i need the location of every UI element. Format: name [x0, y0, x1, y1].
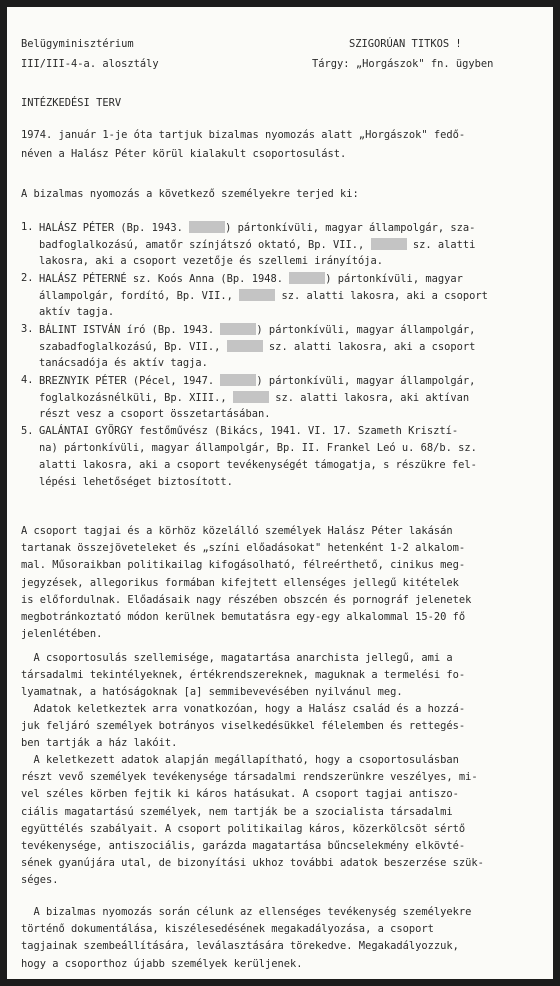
redaction-mark [227, 340, 263, 352]
person-entry-line: na) pártonkívüli, magyar állampolgár, Bp. II. Frankel Leó u. 68/b. sz. [39, 442, 477, 454]
paragraph-line: A csoport tagjai és a körhöz közelálló személyek Halász Péter lakásán [21, 525, 453, 537]
paragraph-line: tevékenysége, antiszociális, garázda magatartása bűncselekmény elkövté- [21, 840, 466, 852]
paragraph-line: Adatok keletkeztek arra vonatkozóan, hogy a Halász család és a hozzá- [21, 703, 466, 715]
classification-label: SZIGORÚAN TITKOS ! [349, 38, 462, 50]
paragraph-line: séges. [21, 874, 59, 887]
scope-statement: A bizalmas nyomozás a következő személyekre terjed ki: [21, 188, 359, 200]
document-page [7, 7, 553, 979]
redaction-mark [289, 272, 325, 284]
person-entry-line: BREZNYIK PÉTER (Pécel, 1947. ) pártonkívüli, magyar állampolgár, [39, 375, 476, 387]
department-name: III/III-4-a. alosztály [21, 58, 159, 70]
paragraph-line: jegyzések, allegorikus formában kifejtett ellenséges jellegű kitételek [21, 576, 459, 589]
person-entry-line: BÁLINT ISTVÁN író (Bp. 1943. ) pártonkívüli, magyar állampolgár, [39, 324, 476, 336]
redaction-mark [233, 391, 269, 403]
person-entry-line: HALÁSZ PÉTERNÉ sz. Koós Anna (Bp. 1948. ) pártonkívüli, magyar [39, 273, 463, 285]
paragraph-line: hogy a csoporthoz újabb személyek kerüljenek. [21, 957, 303, 970]
intro-line: néven a Halász Péter körül kialakult csoportosulást. [21, 148, 347, 160]
paragraph-line: A keletkezett adatok alapján megállapítható, hogy a csoportosulásban [21, 754, 459, 766]
document-title: INTÉZKEDÉSI TERV [21, 97, 122, 109]
person-entry-line: foglalkozásnélküli, Bp. XIII., sz. alatti lakosra, aki aktívan [39, 392, 470, 404]
paragraph-line: mal. Műsoraikban politikailag kifogásolható, félreérthető, cinikus meg- [21, 559, 466, 572]
subject-label: Tárgy: [312, 58, 350, 70]
redaction-mark [220, 323, 256, 335]
person-number: 1. [21, 221, 34, 233]
paragraph-line: részt vevő személyek tevékenysége társadalmi rendszerünkre veszélyes, mi- [21, 771, 478, 784]
person-entry-line: lépési lehetőséget biztosított. [39, 476, 233, 488]
person-entry-line: állampolgár, fordító, Bp. VII., sz. alatti lakosra, aki a csoport [39, 290, 488, 302]
paragraph-line: ciális magatartású személyek, nem tartják be a szocialista társadalmi [21, 805, 453, 818]
person-entry-line: aktív tagja. [39, 306, 115, 318]
paragraph-line: vel széles körben fejtik ki káros hatásukat. A csoport tagjai antiszo- [21, 788, 459, 801]
person-entry-line: tanácsadója és aktív tagja. [39, 357, 208, 369]
person-entry-line: részt vesz a csoport összetartásában. [39, 408, 271, 420]
redaction-mark [220, 374, 256, 386]
paragraph-line: A csoportosulás szellemisége, magatartása anarchista jellegű, ami a [21, 652, 453, 664]
paragraph-line: tartanak összejöveteleket és „színi előadásokat" hetenként 1-2 alkalom- [21, 542, 466, 555]
person-entry-line: GALÁNTAI GYÖRGY festőművész (Bikács, 1941. VI. 17. Szameth Krisztí- [39, 425, 459, 437]
paragraph-line: jelenlétében. [21, 628, 103, 641]
person-entry-line: badfoglalkozású, amatőr színjátszó oktató, Bp. VII., sz. alatti [39, 239, 476, 251]
paragraph-line: történő dokumentálása, kiszélesedésének megakadályozása, a csoport [21, 923, 434, 936]
redaction-mark [189, 221, 225, 233]
redaction-mark [239, 289, 275, 301]
paragraph-line: A bizalmas nyomozás során célunk az ellenséges tevékenység személyekre [21, 906, 472, 918]
subject-line [312, 58, 493, 70]
person-number: 3. [21, 323, 34, 335]
subject-value: „Horgászok" fn. ügyben [355, 58, 494, 70]
paragraph-line: megbotránkoztató módon kerülnek bemutatásra egy-egy alkalommal 15-20 fő [21, 611, 466, 623]
paragraph-line: tagjainak szembeállítására, leválasztására törekedve. Megakadályozzuk, [21, 940, 459, 953]
person-entry-line: lakosra, aki a csoport vezetője és szellemi irányítója. [39, 255, 384, 267]
person-number: 4. [21, 374, 34, 386]
paragraph-line: lyamatnak, a hatóságoknak [a] semmibevevésében nyilvánul meg. [21, 686, 403, 699]
person-entry-line: alatti lakosra, aki a csoport tevékenységét támogatja, s részükre fel- [39, 459, 477, 471]
person-number: 2. [21, 272, 34, 284]
redaction-mark [371, 238, 407, 250]
paragraph-line: sének gyanújára utal, de bizonyítási ukhoz további adatok beszerzése szük- [21, 857, 484, 870]
paragraph-line: együttélés szabályait. A csoport politikailag káros, közerkölcsöt sértő [21, 822, 466, 835]
paragraph-line: társadalmi tekintélyeknek, értékrendszereknek, maguknak a termelési fo- [21, 669, 466, 682]
paragraph-line: juk feljáró személyek botrányos viselkedésükkel félelemben és rettegés- [21, 720, 466, 733]
paragraph-line: ben tartják a ház lakóit. [21, 737, 178, 750]
person-number: 5. [21, 425, 34, 437]
agency-name: Belügyminisztérium [21, 38, 134, 50]
person-entry-line: HALÁSZ PÉTER (Bp. 1943. ) pártonkívüli, magyar állampolgár, sza- [39, 222, 476, 234]
paragraph-line: is előfordulnak. Előadásaik nagy részében obszcén és pornográf jelenetek [21, 593, 472, 606]
intro-line: 1974. január 1-je óta tartjuk bizalmas nyomozás alatt „Horgászok" fedő- [21, 129, 466, 141]
person-entry-line: szabadfoglalkozású, Bp. VII., sz. alatti lakosra, aki a csoport [39, 341, 476, 353]
